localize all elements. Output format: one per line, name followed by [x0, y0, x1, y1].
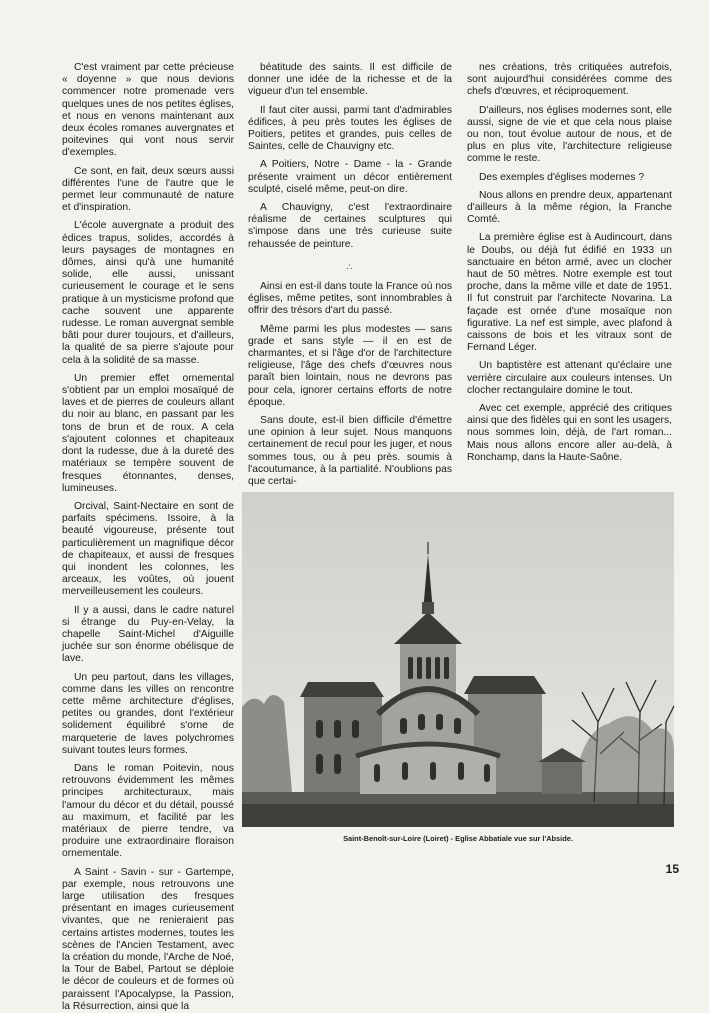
abbey-church-image: [242, 492, 674, 827]
paragraph: Nous allons en prendre deux, appartenant d'ailleurs à la même région, la Franche Comté.: [467, 189, 672, 226]
paragraph: C'est vraiment par cette précieuse « doyenne » que nous devions commencer notre promenade vers quelques unes de nos petites églises, et nous en venons maintenant aux deux écoles romanes auvergnates et poitevines qui vont nous servir d'exemples.: [62, 62, 234, 159]
paragraph: A Chauvigny, c'est l'extraordinaire réalisme de certaines sculptures qui s'impose dans une très curieuse suite rehaussée de peinture.: [248, 202, 452, 250]
paragraph: Des exemples d'églises modernes ?: [479, 171, 645, 183]
paragraph: Un premier effet ornemental s'obtient par un emploi mosaïqué de laves et de pierres de couleurs allant du noir au blanc, en passant par les tons de brun et de roux. A cela s'ajoutent colonnes et chapiteaux dont la rudesse, due à la dureté des matériaux se tempère souvent de fresques étonnantes, denses, lumineuses.: [62, 372, 234, 494]
church-photograph: [242, 492, 674, 827]
photo-caption: Saint-Benoît-sur-Loire (Loiret) - Eglise Abbatiale vue sur l'Abside.: [343, 834, 573, 843]
paragraph: Orcival, Saint-Nectaire en sont de parfaits spécimens. Issoire, à la beauté vigoureuse, présente tout particulièrement un magnifique décor de chapiteaux, et aussi de fresques qui inondent les colonnes, les arceaux, les voûtes, où jouent merveilleusement les couleurs.: [62, 500, 234, 598]
paragraph: L'école auvergnate a produit des édices trapus, solides, accordés à leurs paysages de montagnes en dômes, ainsi qu'à une humanité solide, elle aussi, unissant curieusement le courage et le sens pratique à un mysticisme profond que cache souvent une apparente rudesse. Le roman auvergnat semble bâti pour durer toujours, et d'ailleurs, la qualité de sa pierre s'ajoute pour cela à la solidité de sa masse.: [62, 220, 234, 366]
text-column-left: [62, 62, 234, 1012]
paragraph: A Saint - Savin - sur - Gartempe, par exemple, nous retrouvons une large utilisation des fresques présentant en images curieusement vivantes, que ne renieraient pas certains artistes modernes, toutes les scènes de l'Ancien Testament, avec la création du monde, l'Arche de Noé, la Tour de Babel, Partout se déploie le décor de couleurs et de formes où paraissent l'Apocalypse, la Passion, la Résurrection, ainsi que la: [62, 866, 234, 1012]
paragraph: D'ailleurs, nos églises modernes sont, elle aussi, signe de vie et que cela nous plaise ou non, tout évolue autour de nous, et de plus en plus vite, l'architecture religieuse comme le reste.: [467, 104, 672, 165]
paragraph: Même parmi les plus modestes — sans grade et sans style — il en est de charmantes, et si l'âge d'or de l'architecture religieuse, l'âge des chefs d'œuvres nous paraît bien lointain, nous ne devrons pas pour cela, ignorer certains efforts de notre époque.: [248, 323, 452, 408]
paragraph: Sans doute, est-il bien difficile d'émettre une opinion à leur sujet. Nous manquons certainement de recul pour les juger, et nous sommes tous, ou à peu près. soumis à l'acoutumance, à la partialité. N'oublions pas que certai-: [248, 415, 452, 488]
page-number: 15: [665, 862, 679, 876]
paragraph: A Poitiers, Notre - Dame - la - Grande présente vraiment un décor entièrement sculpté, ciselé même, peut-on dire.: [248, 159, 452, 195]
paragraph: Il y a aussi, dans le cadre naturel si étrange du Puy-en-Velay, la chapelle Saint-Michel d'Aiguille juchée sur son énorme obélisque de lave.: [62, 604, 234, 665]
paragraph: béatitude des saints. Il est difficile de donner une idée de la richesse et de la vigueur d'un tel ensemble.: [248, 62, 452, 98]
section-separator: ∴: [346, 261, 354, 272]
paragraph: La première église est à Audincourt, dans le Doubs, ou déjà fut édifié en 1933 un sanctuaire en béton armé, avec un clocher haut de 50 mètres. Notre exemple est tout proche, dans la même ville et date de 1951. Il fut construit par l'architecte Novarina. La façade est ornée d'une mosaïque non figurative. La nef est simple, avec plafond à caissons de bois et les vitraux sont de Fernand Léger.: [467, 232, 672, 354]
paragraph: Ce sont, en fait, deux sœurs aussi différentes l'une de l'autre que le permet leur communauté de nature et d'inspiration.: [62, 165, 234, 214]
paragraph: Il faut citer aussi, parmi tant d'admirables édifices, à peu près toutes les églises de Poitiers, petites et grandes, puis celles de Saintes, celle de Chauvigny etc.: [248, 104, 452, 153]
text-column-right: [467, 62, 672, 492]
paragraph: Un peu partout, dans les villages, comme dans les villes on rencontre cette même architecture d'églises, petites ou grandes, dont l'extérieur solidement équilibré s'orne de marqueterie de laves polychromes suivant toutes leurs formes.: [62, 671, 234, 756]
paragraph: Ainsi en est-il dans toute la France où nos églises, même petites, sont innombrables à offrir des trésors d'art du passé.: [248, 281, 452, 317]
paragraph: Dans le roman Poitevin, nous retrouvons évidemment les mêmes principes architecturaux, mais l'amour du décor et du détail, poussé au maximum, et facilité par les matériaux de pierre tendre, va produire une extraordinaire floraison ornementale.: [62, 762, 234, 860]
paragraph: nes créations, très critiquées autrefois, sont aujourd'hui considérées comme des chefs d'œuvres, et réciproquement.: [467, 62, 672, 98]
paragraph: Un baptistère est attenant qu'éclaire une verrière circulaire aux couleurs intenses. Un clocher rectangulaire domine le tout.: [467, 360, 672, 396]
text-column-middle: [248, 62, 452, 522]
paragraph: Avec cet exemple, apprécié des critiques ainsi que des fidèles qui en sont les usagers, nous sommes loin, déjà, de l'art roman... Mais nous allons encore aller au-delà, à Ronchamp, dans la Haute-Saône.: [467, 403, 672, 463]
